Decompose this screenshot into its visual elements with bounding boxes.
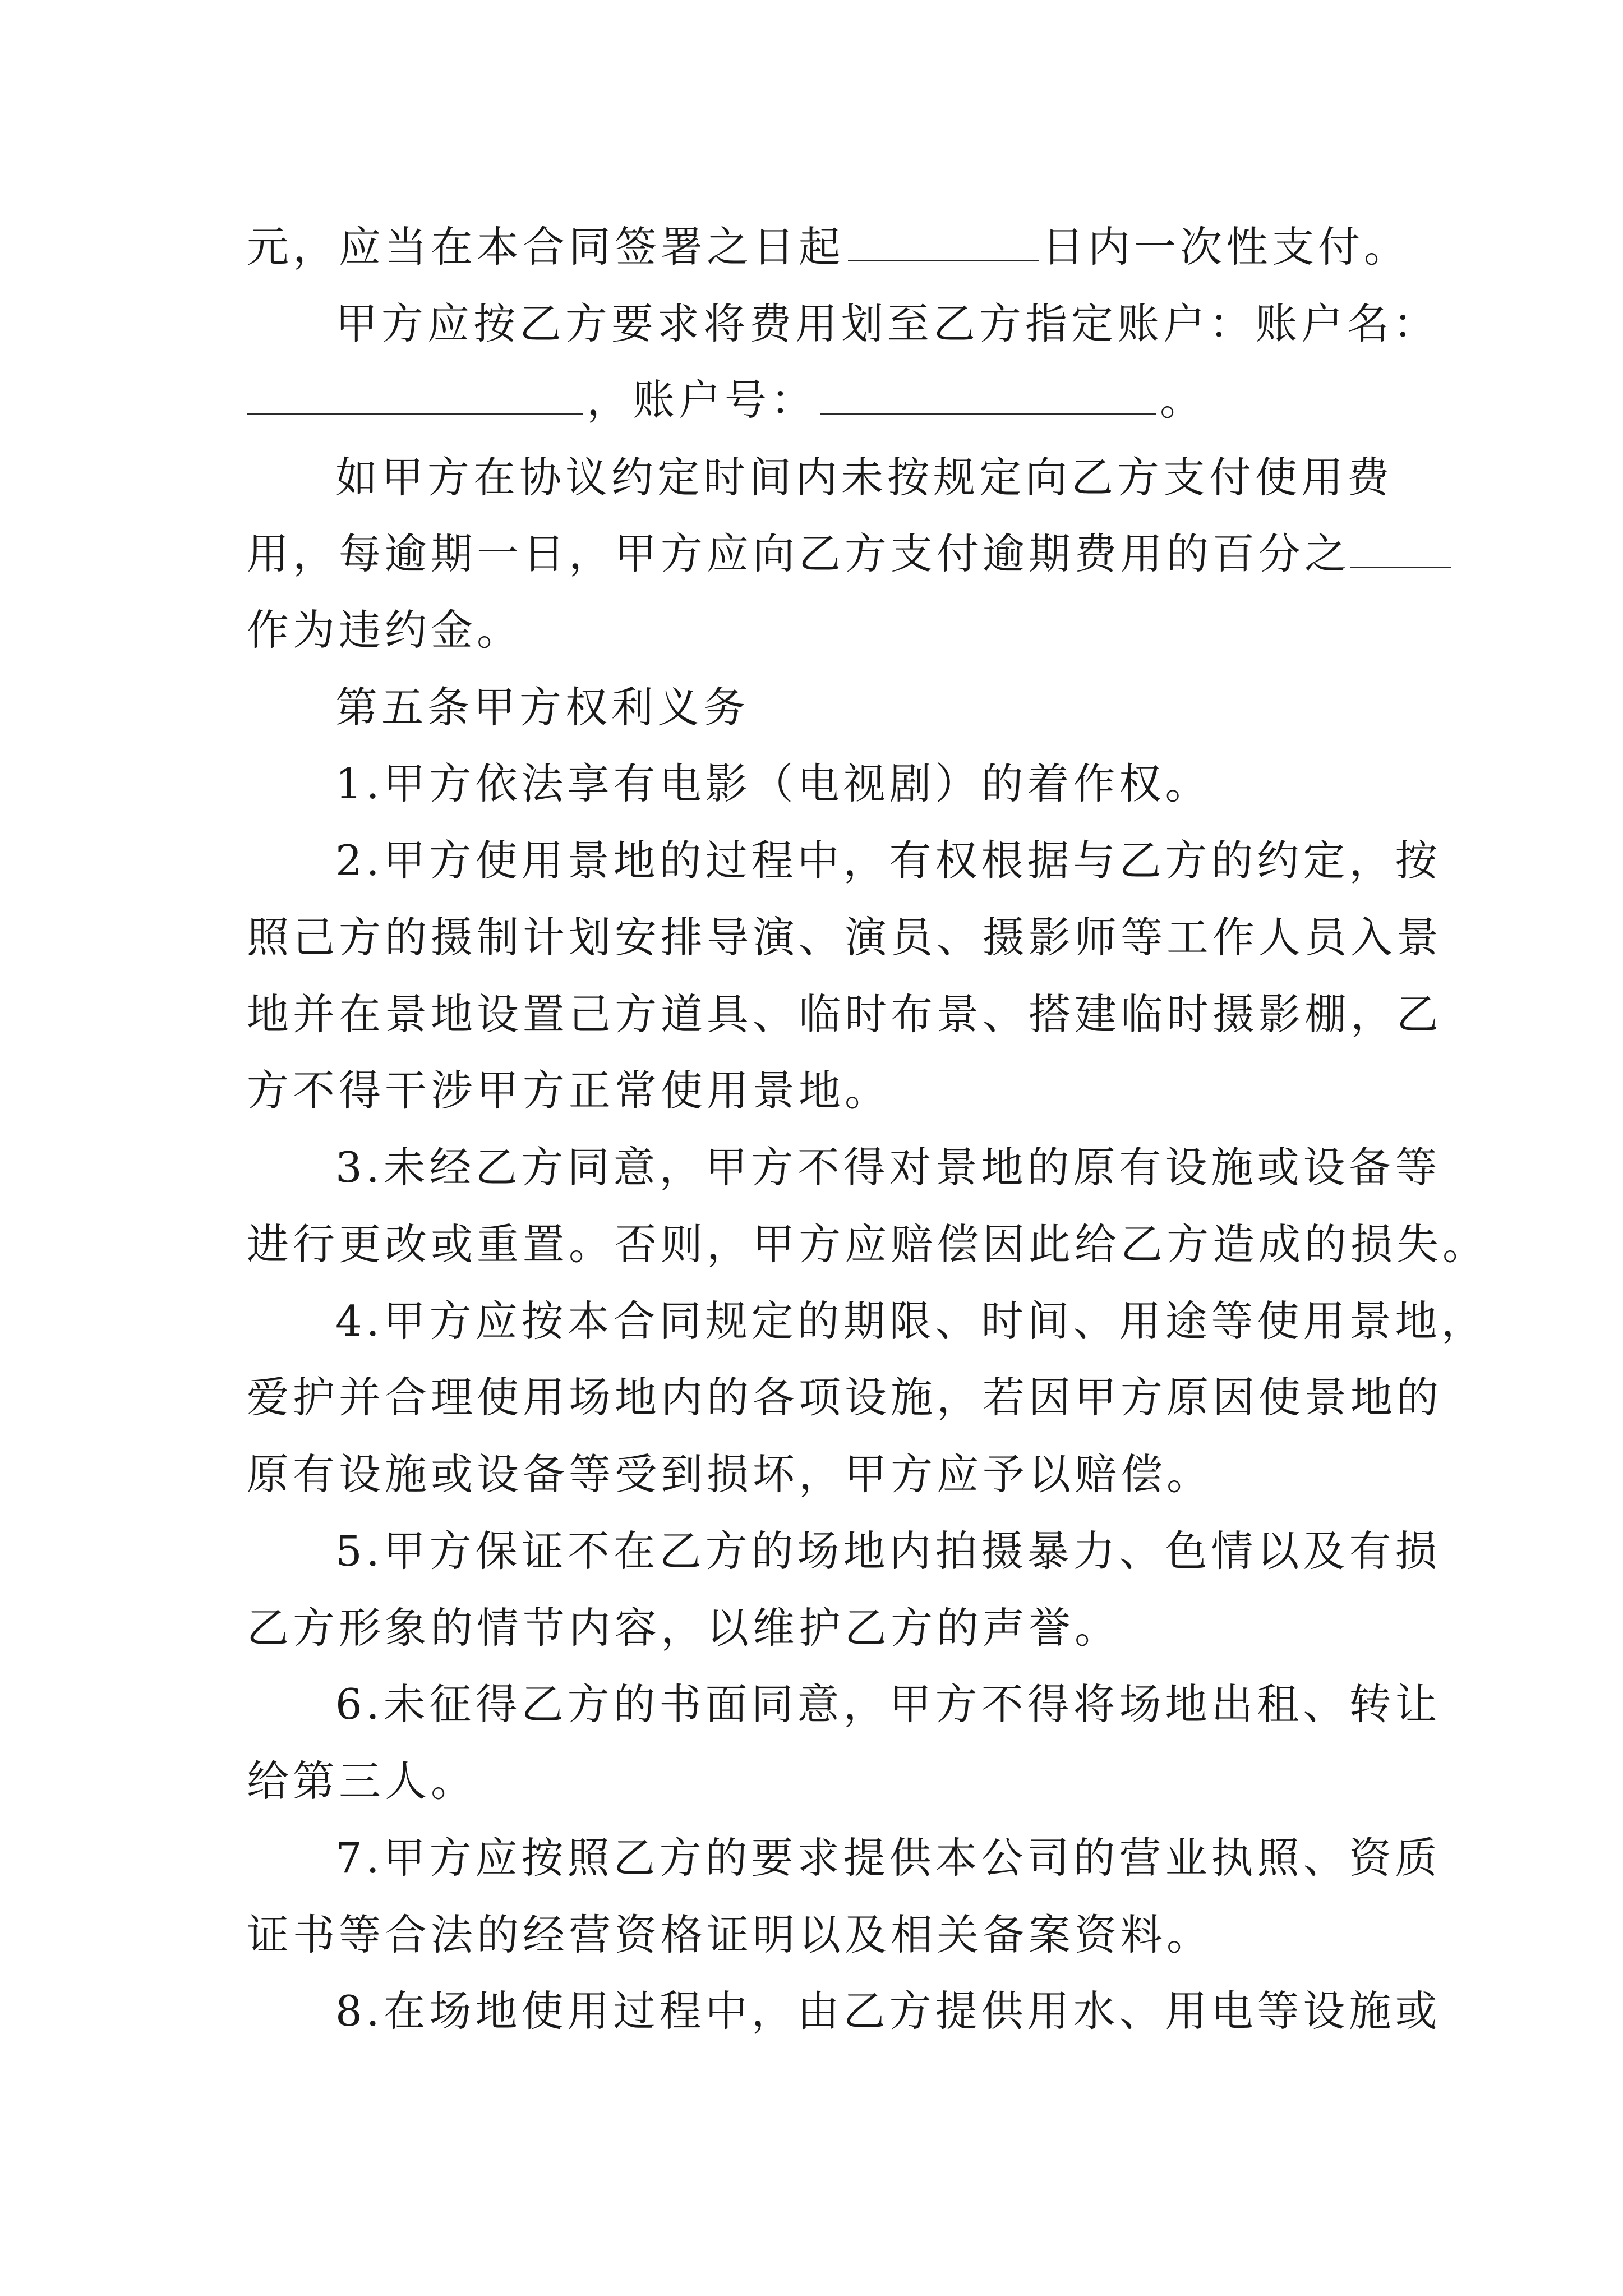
- item-3-line-1: 3.未经乙方同意，甲方不得对景地的原有设施或设备等: [335, 1143, 1441, 1192]
- item-2-line-4: 方不得干涉甲方正常使用景地。: [247, 1066, 891, 1115]
- article-5-heading: 第五条甲方权利义务: [335, 683, 750, 732]
- item-2-line-1: 2.甲方使用景地的过程中，有权根据与乙方的约定，按: [335, 836, 1441, 885]
- penalty-line-1: 如甲方在协议约定时间内未按规定向乙方支付使用费: [335, 453, 1394, 502]
- account-number-blank: [820, 376, 1156, 415]
- item-6-line-1: 6.未征得乙方的书面同意，甲方不得将场地出租、转让: [335, 1680, 1441, 1729]
- item-3-line-2: 进行更改或重置。否则，甲方应赔偿因此给乙方造成的损失。: [247, 1220, 1489, 1269]
- text-segment: 元，应当在本合同签署之日起: [247, 222, 845, 272]
- text-segment: 日内一次性支付。: [1042, 222, 1410, 272]
- days-blank: [848, 223, 1039, 261]
- item-7-line-1: 7.甲方应按照乙方的要求提供本公司的营业执照、资质: [335, 1833, 1441, 1883]
- item-8-line-1: 8.在场地使用过程中，由乙方提供用水、用电等设施或: [335, 1986, 1441, 2036]
- text-segment: 用，每逾期一日，甲方应向乙方支付逾期费用的百分之: [247, 529, 1351, 578]
- item-4-line-2: 爱护并合理使用场地内的各项设施，若因甲方原因使景地的: [247, 1373, 1443, 1422]
- payment-term-line: [247, 216, 1410, 278]
- account-name-blank: [247, 376, 583, 415]
- item-2-line-2: 照己方的摄制计划安排导演、演员、摄影师等工作人员入景: [247, 913, 1443, 962]
- text-segment: ，账户号：: [587, 375, 817, 425]
- item-2-line-3: 地并在景地设置己方道具、临时布景、搭建临时摄影棚，乙: [247, 990, 1443, 1039]
- text-segment: 。: [1160, 375, 1206, 425]
- penalty-line-2: [247, 523, 1455, 585]
- item-6-line-2: 给第三人。: [247, 1756, 477, 1806]
- item-4-line-1: 4.甲方应按本合同规定的期限、时间、用途等使用景地，: [335, 1296, 1487, 1346]
- account-line-2: [247, 369, 1206, 431]
- penalty-line-3: 作为违约金。: [247, 605, 523, 655]
- item-7-line-2: 证书等合法的经营资格证明以及相关备案资料。: [247, 1910, 1213, 1959]
- item-5-line-1: 5.甲方保证不在乙方的场地内拍摄暴力、色情以及有损: [335, 1526, 1441, 1576]
- account-line-1: 甲方应按乙方要求将费用划至乙方指定账户：账户名：: [335, 299, 1440, 348]
- item-1-line-1: 1.甲方依法享有电影（电视剧）的着作权。: [335, 759, 1211, 808]
- item-5-line-2: 乙方形象的情节内容，以维护乙方的声誉。: [247, 1603, 1121, 1653]
- percent-blank: [1350, 530, 1451, 568]
- item-4-line-3: 原有设施或设备等受到损坏，甲方应予以赔偿。: [247, 1450, 1213, 1499]
